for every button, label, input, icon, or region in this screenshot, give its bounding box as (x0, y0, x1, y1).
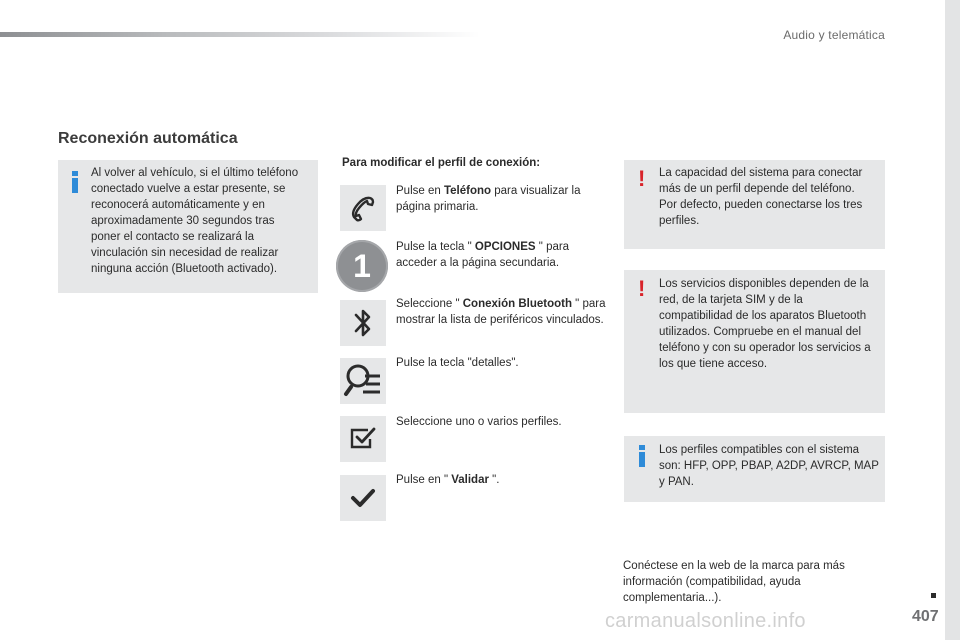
page-marker (931, 593, 936, 598)
info-box-profiles (624, 436, 885, 502)
step-5-text: Seleccione uno o varios perfiles. (396, 416, 562, 428)
header-rule (0, 32, 480, 37)
left-info-text: Al volver al vehículo, si el último teléfono conectado vuelve a estar presente, se reconocerá automáticamente y en aproximadamente 30 segundos tras poner el contacto se realizará la vinculación sin necesidad de realizar ninguna acción (Bluetooth activado). (91, 167, 299, 275)
warning-profiles-text: La capacidad del sistema para conectar más de un perfil depende del teléfono. Por defecto, pueden conectarse los tres perfiles. (659, 167, 863, 227)
warning-box-services (624, 270, 885, 413)
warning-icon: ! (638, 166, 646, 191)
warning-services-text: Los servicios disponibles dependen de la red, de la tarjeta SIM y de la compatibilidad de los aparatos Bluetooth utilizados. Compruebe en el manual del teléfono y con su operador los servicios a los que tiene acceso. (659, 278, 871, 370)
warning-box-profiles (624, 160, 885, 249)
step-number-badge: 1 (336, 240, 388, 292)
info-icon (72, 178, 78, 193)
step-1-text: Pulse en Teléfono para visualizar la página primaria. (396, 185, 581, 213)
info-profiles-text: Los perfiles compatibles con el sistema son: HFP, OPP, PBAP, A2DP, AVRCP, MAP y PAN. (659, 444, 879, 488)
watermark: carmanualsonline.info (605, 610, 806, 632)
info-icon (639, 452, 645, 467)
checkbox-icon (349, 427, 377, 451)
footer-web-text: Conéctese en la web de la marca para más información (compatibilidad, ayuda complementaria...). (623, 560, 845, 604)
details-search-icon (343, 361, 383, 401)
page-edge-strip (945, 0, 960, 640)
checkmark-icon (350, 487, 376, 509)
header-title: Audio y telemática (783, 28, 885, 42)
phone-icon (348, 193, 378, 223)
step-1-icon-box (340, 185, 386, 231)
step-4-icon-box (340, 358, 386, 404)
page-number: 407 (912, 608, 939, 625)
step-5-icon-box (340, 416, 386, 462)
step-6-text: Pulse en " Validar ". (396, 474, 500, 486)
profile-subheading: Para modificar el perfil de conexión: (342, 157, 541, 169)
step-2-text: Pulse la tecla " OPCIONES " para acceder a la página secundaria. (396, 241, 570, 269)
left-info-box (58, 160, 318, 293)
warning-icon: ! (638, 276, 646, 301)
bluetooth-icon (351, 306, 375, 340)
section-title: Reconexión automática (58, 130, 238, 147)
step-6-icon-box (340, 475, 386, 521)
step-4-text: Pulse la tecla "detalles". (396, 357, 519, 369)
step-3-text: Seleccione " Conexión Bluetooth " para mostrar la lista de periféricos vinculados. (396, 298, 606, 326)
step-3-icon-box (340, 300, 386, 346)
